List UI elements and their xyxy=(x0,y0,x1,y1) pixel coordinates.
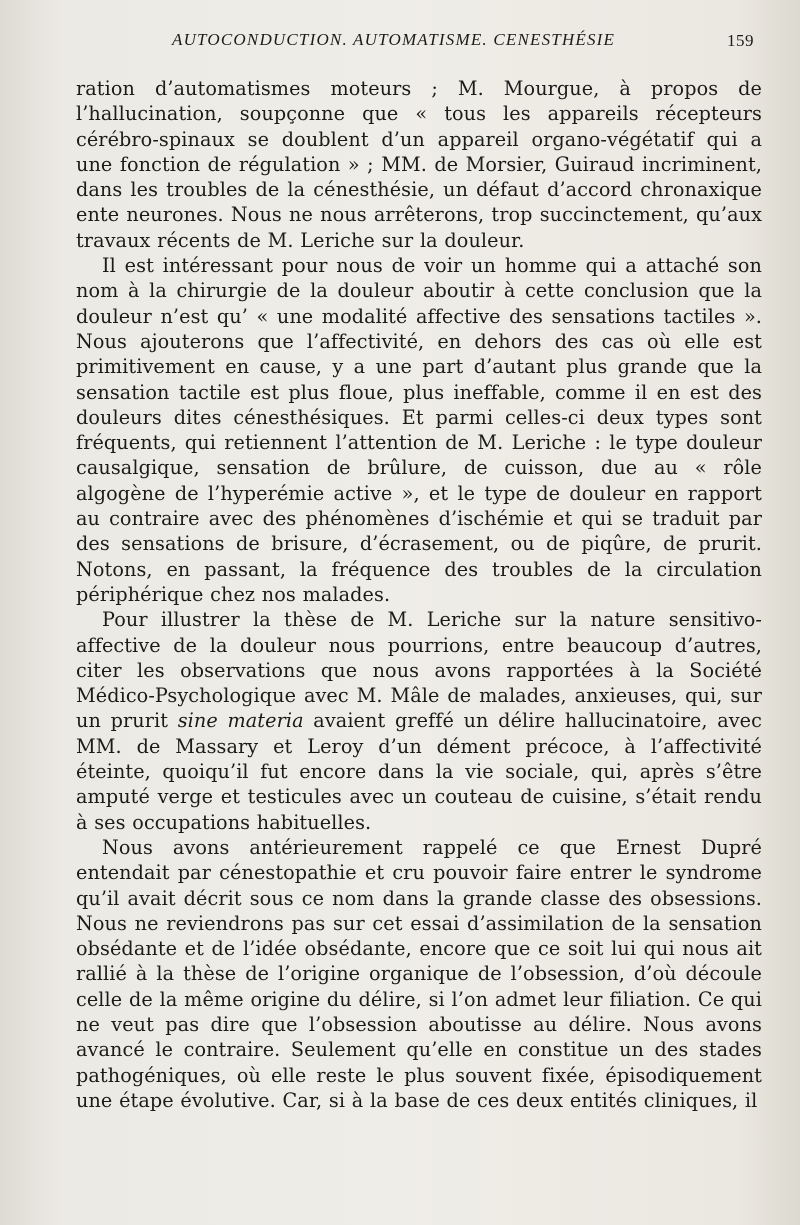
paragraph-4: Nous avons antérieurement rappelé ce que Ernest Dupré entendait par cénestopathie et cru pouvoir faire entrer le syndrome qu’il avait décrit sous ce nom dans la grande classe des obsessions. Nous ne reviendrons pas sur cet essai d’assimilation de la sensation obsédante et de l’idée obsédante, encore que ce soit lui qui nous ait rallié à la thèse de l’origine organique de l’obsession, d’où découle celle de la même origine du délire, si l’on admet leur filiation. Ce qui ne veut pas dire que l’obsession aboutisse au délire. Nous avons avancé le contraire. Seulement qu’elle en constitue un des stades pathogéniques, où elle reste le plus souvent fixée, épisodiquement une étape évolutive. Car, si à la base de ces deux entités cliniques, il xyxy=(76,835,762,1112)
paragraph-1: ration d’automatismes moteurs ; M. Mourgue, à propos de l’hallucination, soupçonne que « tous les appareils récepteurs cérébro-spinaux se doublent d’un appareil organo-végétatif qui a une fonction de régulation » ; MM. de Morsier, Guiraud incriminent, dans les troubles de la cénesthésie, un défaut d’accord chronaxique ente neurones. Nous ne nous arrêterons, trop succinctement, qu’aux travaux récents de M. Leriche sur la douleur. xyxy=(76,77,762,252)
paragraph-2: Il est intéressant pour nous de voir un homme qui a attaché son nom à la chirurgie de la douleur aboutir à cette conclusion que la douleur n’est qu’ « une modalité affective des sensations tactiles ». Nous ajouterons que l’affectivité, en dehors des cas où elle est primitivement en cause, y a une part d’autant plus grande que la sensation tactile est plus floue, plus ineffable, comme il en est des douleurs dites cénesthésiques. Et parmi celles-ci deux types sont fréquents, qui retiennent l’attention de M. Leriche : le type douleur causalgique, sensation de brûlure, de cuisson, due au « rôle algogène de l’hyperémie active », et le type de douleur en rapport au contraire avec des phénomènes d’ischémie et qui se traduit par des sensations de brisure, d’écrasement, ou de piqûre, de prurit. Notons, en passant, la fréquence des troubles de la circulation périphérique chez nos malades. xyxy=(76,254,762,606)
paragraph-3-latin-phrase: sine materia xyxy=(177,709,304,733)
body-text xyxy=(76,76,762,1113)
page-number: 159 xyxy=(727,31,754,50)
running-title: AUTOCONDUCTION. AUTOMATISME. CENESTHÉSIE xyxy=(172,30,616,49)
paragraph-3-start: Pour illustrer la thèse de M. Leriche sur la nature sensitivo-affective de la douleur nous pourrions, entre beaucoup d’autres, citer les observations que nous avons rapportées à la Société Médico-Psychologique avec M. Mâle de malades, anxieuses, qui, sur un prurit xyxy=(76,608,762,733)
paragraph-3-end: avaient greffé un délire hallucinatoire, avec MM. de Massary et Leroy d’un dément précoce, à l’affectivité éteinte, quoiqu’il fut encore dans la vie sociale, qui, après s’être amputé verge et testicules avec un couteau de cuisine, s’était rendu à ses occupations habituelles. xyxy=(76,709,762,834)
paragraph-3 xyxy=(76,607,762,835)
